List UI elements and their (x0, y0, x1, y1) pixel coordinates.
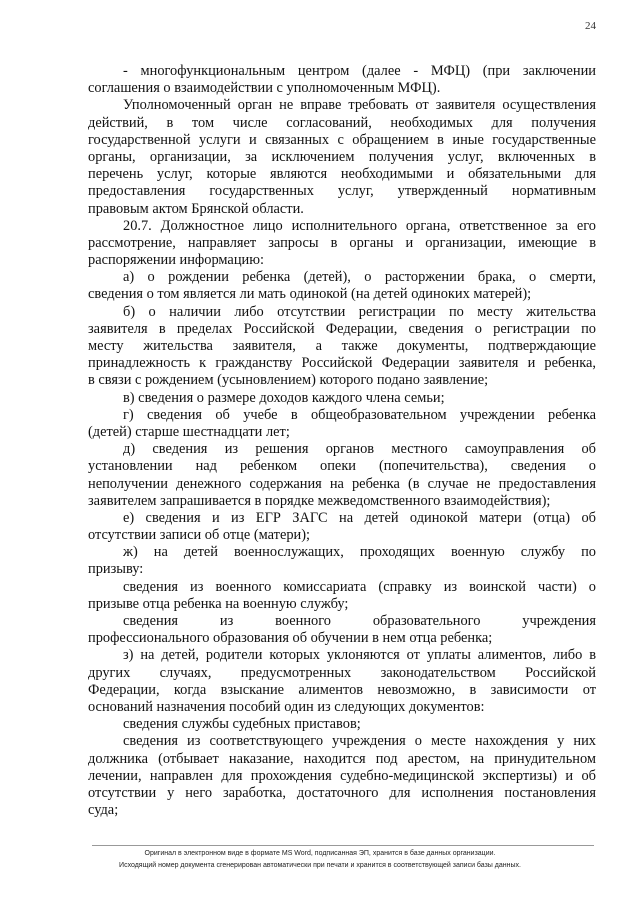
text-line: оснований назначения пособий один из следующих документов: (88, 698, 485, 715)
text-line: установлении над ребенком опеки (попечительства), сведения о (88, 458, 596, 475)
text-line: г) сведения об учебе в общеобразовательном учреждении ребенка (123, 406, 596, 423)
text-line: правовым актом Брянской области. (88, 200, 304, 217)
text-line: неполучении денежного содержания на ребенка (в случае не предоставления (88, 475, 596, 492)
text-line: государственной услуги и связанных с обращением в иные государственные (88, 131, 596, 148)
text-line: 20.7. Должностное лицо исполнительного органа, ответственное за его (123, 217, 596, 234)
footer-note-original: Оригинал в электронном виде в формате MS Word, подписанная ЭП, хранится в базе данных организации. (144, 850, 496, 857)
text-line: предоставления государственных услуг, утвержденный нормативным (88, 183, 596, 200)
text-line: з) на детей, родители которых уклоняются от уплаты алиментов, либо в (123, 647, 596, 664)
text-line: действий, в том числе согласований, необходимых для получения (88, 114, 596, 131)
text-line: лечении, направлен для прохождения судебно-медицинской экспертизы) и об (88, 767, 596, 784)
text-line: отсутствии у него заработка, достаточного для исполнения постановления (88, 784, 596, 801)
text-line: в связи с рождением (усыновлением) которого подано заявление; (88, 372, 489, 389)
text-line: Федерации, когда взыскание алиментов невозможно, в зависимости от (88, 681, 596, 698)
text-line: призыве отца ребенка на военную службу; (88, 595, 349, 612)
page-number: 24 (585, 20, 596, 32)
text-line: сведения из военного образовательного учреждения (123, 613, 596, 629)
text-line: принадлежность к гражданству Российской Федерации заявителя и ребенка, (88, 355, 596, 372)
text-line: в) сведения о размере доходов каждого члена семьи; (123, 389, 445, 406)
text-line: сведения из соответствующего учреждения о месте нахождения у них (123, 733, 596, 750)
text-line: сведения из военного комиссариата (справку из воинской части) о (123, 578, 596, 595)
text-line: рассмотрение, направляет запросы в органы и организации, имеющие в (88, 234, 596, 251)
text-line: б) о наличии либо отсутствии регистрации по месту жительства (123, 303, 596, 320)
text-line: (детей) старше шестнадцати лет; (88, 423, 290, 440)
footer-note-outgoing-number: Исходящий номер документа сгенерирован автоматически при печати и хранится в соответствующей записи базы данных. (119, 862, 521, 869)
text-line: других случаях, предусмотренных законодательством Российской (88, 664, 596, 681)
text-line: соглашения о взаимодействии с уполномоченным МФЦ). (88, 80, 441, 97)
document-body (88, 63, 596, 819)
text-line: призыву: (88, 561, 144, 578)
text-line: профессионального образования об обучении в нем отца ребенка; (88, 630, 493, 647)
footer-divider (92, 845, 594, 846)
text-line: а) о рождении ребенка (детей), о расторжении брака, о смерти, (123, 269, 596, 286)
text-line: е) сведения и из ЕГР ЗАГС на детей одинокой матери (отца) об (123, 509, 596, 526)
text-line: перечень услуг, которые являются необходимыми и обязательными для (88, 166, 596, 183)
text-line: распоряжении информацию: (88, 252, 264, 269)
text-line: месту жительства заявителя, а также документы, подтверждающие (88, 338, 596, 354)
text-line: заявителем запрашивается в порядке межведомственного взаимодействия); (88, 492, 551, 509)
text-line: ж) на детей военнослужащих, проходящих военную службу по (123, 544, 596, 561)
text-line: д) сведения из решения органов местного самоуправления об (123, 441, 596, 458)
text-line: должника (отбывает наказание, находится под арестом, на принудительном (88, 750, 596, 767)
text-line: заявителя в пределах Российской Федерации, сведения о регистрации по (88, 320, 596, 337)
text-line: - многофункциональным центром (далее - МФЦ) (при заключении (123, 63, 596, 79)
text-line: органы, организации, за исключением получения услуг, включенных в (88, 148, 596, 165)
text-line: суда; (88, 802, 119, 819)
text-line: сведения о том является ли мать одинокой (на детей одиноких матерей); (88, 286, 532, 303)
text-line: Уполномоченный орган не вправе требовать от заявителя осуществления (123, 97, 596, 114)
text-line: отсутствии записи об отце (матери); (88, 527, 311, 544)
text-line: сведения службы судебных приставов; (123, 716, 361, 733)
